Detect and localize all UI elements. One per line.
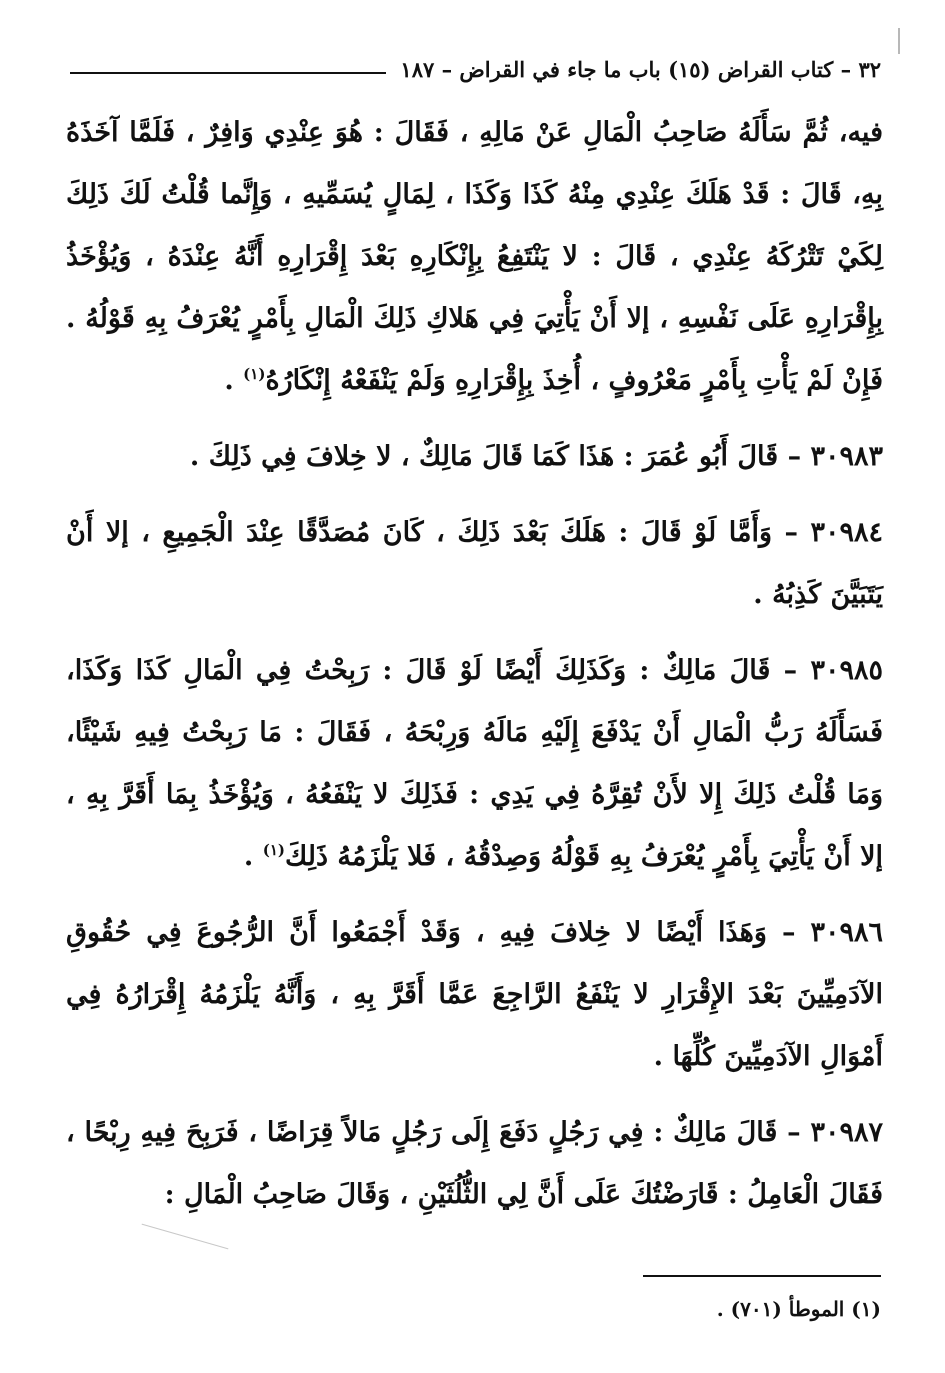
paragraph-tail: .	[224, 365, 244, 396]
paragraph-number: ٣٠٩٨٤	[810, 517, 883, 548]
paragraph-number: ٣٠٩٨٦	[810, 917, 883, 948]
footnote-reference: (١)	[243, 365, 266, 383]
paragraph-30986	[66, 902, 883, 1088]
speaker-name: قَالَ أَبُو عُمَرَ	[643, 441, 779, 472]
scan-artifact-stroke	[142, 1224, 229, 1250]
footnote-separator	[643, 1275, 881, 1277]
paragraph-continuation	[66, 102, 883, 412]
paragraph-dash: –	[766, 917, 811, 948]
header-rule	[70, 72, 386, 74]
paragraph-text: فيه، ثُمَّ سَأَلَهُ صَاحِبُ الْمَالِ عَنْ مَالِهِ ، فَقَالَ : هُوَ عِنْدِي وَافِرٌ ، فَلَمَّا آخَذَهُ بِهِ، قَالَ : قَدْ هَلَكَ عِنْدِي مِنْهُ كَذَا وَكَذَا ، لِمَالٍ يُسَمِّيهِ ، وَإِنَّما قُلْتُ لَكَ ذَلِكَ لِكَيْ تَتْرُكَهُ عِنْدِي ، قَالَ : لا يَنْتَفِعُ بِإِنْكَارِهِ بَعْدَ إِقْرَارِهِ أَنَّهُ عِنْدَهُ ، وَيُؤْخَذُ بِإِقْرَارِهِ عَلَى نَفْسِهِ ، إلا أَنْ يَأْتِيَ فِي هَلاكِ ذَلِكَ الْمَالِ بِأَمْرٍ يُعْرَفُ بِهِ قَوْلُهُ . فَإِنْ لَمْ يَأْتِ بِأَمْرٍ مَعْرُوفٍ ، أُخِذَ بِإِقْرَارِهِ وَلَمْ يَنْفَعْهُ إِنْكَارُهُ	[66, 117, 883, 396]
paragraph-number: ٣٠٩٨٣	[810, 441, 883, 472]
paragraph-dash: –	[772, 517, 811, 548]
paragraph-30987	[66, 1102, 883, 1226]
paragraph-dash: –	[778, 441, 811, 472]
paragraph-text: : هَذَا كَمَا قَالَ مَالِكٌ ، لا خِلافَ فِي ذَلِكَ .	[189, 441, 644, 472]
paragraph-number: ٣٠٩٨٥	[810, 655, 883, 686]
paragraph-tail: .	[243, 841, 263, 872]
running-header-title: ٣٢ – كتاب القراض (١٥) باب ما جاء في القراض – ١٨٧	[400, 57, 881, 82]
paragraph-text: قَالَ مَالِكٌ : فِي رَجُلٍ دَفَعَ إِلَى رَجُلٍ مَالاً قِرَاضًا ، فَرَبِحَ فِيهِ رِبْحًا ، فَقَالَ الْعَامِلُ : قَارَضْتُكَ عَلَى أَنَّ لِي الثُّلُثَيْنِ ، وَقَالَ صَاحِبُ الْمَالِ :	[66, 1117, 883, 1210]
footnote-reference: (١)	[262, 841, 285, 859]
paragraph-30983	[66, 426, 883, 488]
footnote: (١) الموطأ (٧٠١) .	[716, 1297, 881, 1321]
paragraph-text: وَهَذَا أَيْضًا لا خِلافَ فِيهِ ، وَقَدْ أَجْمَعُوا أَنَّ الرُّجُوعَ فِي حُقُوقِ الآدَمِيِّينَ بَعْدَ الإِقْرَارِ لا يَنْفَعُ الرَّاجِعَ عَمَّا أَقَرَّ بِهِ ، وَأَنَّهُ يَلْزَمُهُ إِقْرَارُهُ فِي أَمْوَالِ الآدَمِيِّينَ كُلِّهَا .	[66, 917, 883, 1072]
paragraph-text: قَالَ مَالِكٌ : وَكَذَلِكَ أَيْضًا لَوْ قَالَ : رَبِحْتُ فِي الْمَالِ كَذَا وَكَذَا، فَسَأَلَهُ رَبُّ الْمَالِ أَنْ يَدْفَعَ إِلَيْهِ مَالَهُ وَرِبْحَهُ ، فَقَالَ : مَا رَبِحْتُ فِيهِ شَيْئًا، وَمَا قُلْتُ ذَلِكَ إِلا لأَنْ تُقِرَّهُ فِي يَدِي : فَذَلِكَ لا يَنْفَعُهُ ، وَيُؤْخَذُ بِمَا أَقَرَّ بِهِ ، إلا أَنْ يَأْتِيَ بِأَمْرٍ يُعْرَفُ بِهِ قَوْلُهُ وَصِدْقُهُ ، فَلا يَلْزَمُهُ ذَلِكَ	[66, 655, 883, 872]
scan-margin-mark	[898, 28, 900, 54]
running-header	[70, 52, 881, 88]
paragraph-number: ٣٠٩٨٧	[810, 1117, 883, 1148]
paragraph-dash: –	[770, 655, 811, 686]
paragraph-30985	[66, 640, 883, 888]
paragraph-30984	[66, 502, 883, 626]
main-text	[66, 102, 883, 1226]
paragraph-dash: –	[777, 1117, 811, 1148]
paragraph-text: وَأَمَّا لَوْ قَالَ : هَلَكَ بَعْدَ ذَلِكَ ، كَانَ مُصَدَّقًا عِنْدَ الْجَمِيعِ ، إلا أَنْ يَتَبَيَّنَ كَذِبُهُ .	[66, 517, 883, 610]
